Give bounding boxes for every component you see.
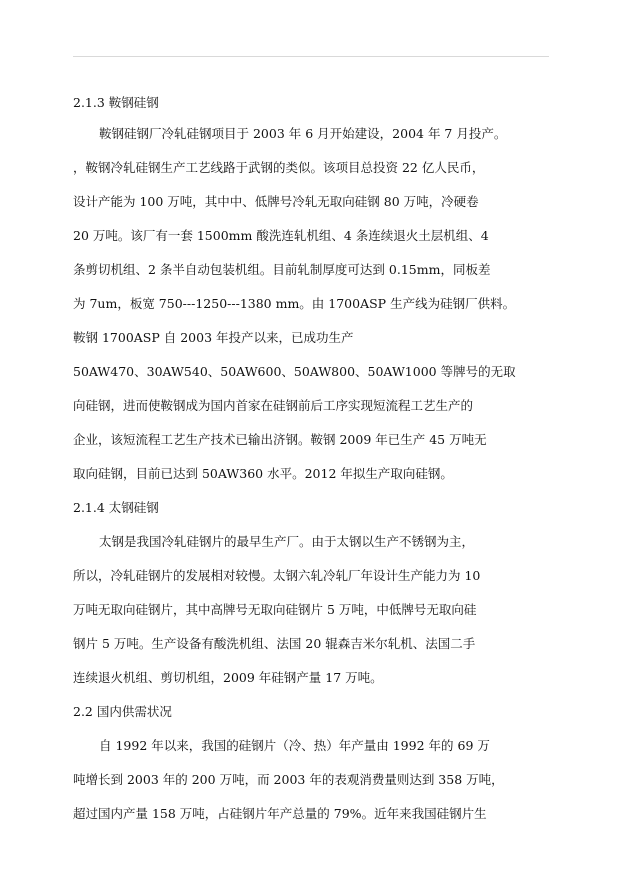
document-body	[73, 92, 549, 825]
section-heading-2-2: 2.2 国内供需状况	[73, 704, 172, 719]
paragraph-line: 取向硅钢，目前已达到 50AW360 水平。2012 年拟生产取向硅钢。	[73, 466, 453, 481]
section-heading-2-1-3: 2.1.3 鞍钢硅钢	[73, 95, 159, 110]
paragraph-line: 万吨无取向硅钢片，其中高牌号无取向硅钢片 5 万吨，中低牌号无取向硅	[73, 602, 477, 617]
paragraph-line: ，鞍钢冷轧硅钢生产工艺线路于武钢的类似。该项目总投资 22 亿人民币，	[73, 160, 485, 175]
paragraph-line: 设计产能为 100 万吨，其中中、低牌号冷轧无取向硅钢 80 万吨，冷硬卷	[73, 194, 479, 209]
paragraph-line: 向硅钢，进而使鞍钢成为国内首家在硅钢前后工序实现短流程工艺生产的	[73, 398, 474, 413]
paragraph-line: 连续退火机组、剪切机组，2009 年硅钢产量 17 万吨。	[73, 670, 383, 685]
paragraph-line: 吨增长到 2003 年的 200 万吨，而 2003 年的表观消费量则达到 358 万吨，	[73, 772, 504, 787]
paragraph-line: 为 7um，板宽 750---1250---1380 mm。由 1700ASP 生产线为硅钢厂供料。	[73, 296, 516, 311]
header-rule	[73, 56, 549, 57]
paragraph-line: 自 1992 年以来，我国的硅钢片（冷、热）年产量由 1992 年的 69 万	[99, 738, 490, 753]
paragraph-line: 鞍钢 1700ASP 自 2003 年投产以来，已成功生产	[73, 330, 354, 345]
paragraph-line: 鞍钢硅钢厂冷轧硅钢项目于 2003 年 6 月开始建设，2004 年 7 月投产。	[99, 126, 507, 141]
paragraph-line: 20 万吨。该厂有一套 1500mm 酸洗连轧机组、4 条连续退火土层机组、4	[73, 228, 489, 243]
section-heading-2-1-4: 2.1.4 太钢硅钢	[73, 500, 159, 515]
paragraph-line: 条剪切机组、2 条半自动包装机组。目前轧制厚度可达到 0.15mm，同板差	[73, 262, 491, 277]
paragraph-line: 所以，冷轧硅钢片的发展相对较慢。太钢六轧冷轧厂年设计生产能力为 10	[73, 568, 481, 583]
paragraph-line: 50AW470、30AW540、50AW600、50AW800、50AW1000 等牌号的无取	[73, 364, 516, 379]
paragraph-line: 太钢是我国冷轧硅钢片的最早生产厂。由于太钢以生产不锈钢为主，	[99, 534, 475, 549]
paragraph-line: 钢片 5 万吨。生产设备有酸洗机组、法国 20 辊森吉米尔轧机、法国二手	[73, 636, 476, 651]
paragraph-line: 超过国内产量 158 万吨，占硅钢片年产总量的 79%。近年来我国硅钢片生	[73, 806, 487, 821]
paragraph-line: 企业，该短流程工艺生产技术已输出济钢。鞍钢 2009 年已生产 45 万吨无	[73, 432, 487, 447]
